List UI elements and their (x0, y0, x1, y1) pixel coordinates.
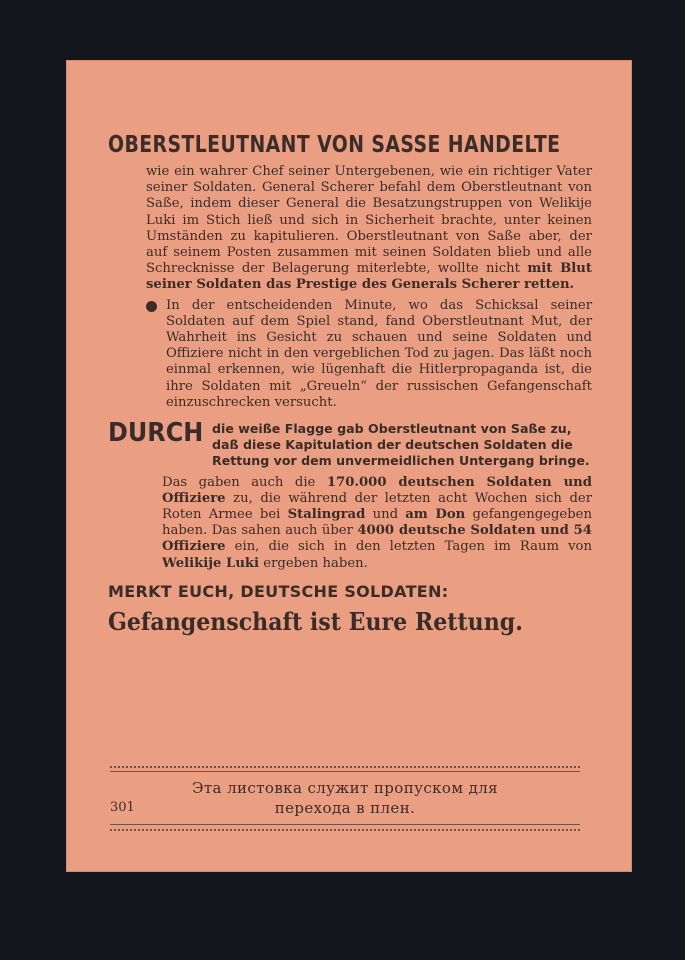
divider-bottom-dotted (110, 829, 580, 831)
durch-block (108, 418, 592, 470)
leaflet-content (108, 132, 592, 636)
russian-line-1: Эта листовка служит пропуском для (191, 779, 498, 797)
paragraph-sasse (108, 164, 592, 294)
bullet-icon (146, 301, 157, 312)
russian-pass-text (110, 778, 580, 818)
stalingrad-text-k: ergeben haben. (263, 555, 368, 571)
stalingrad-text-i: ein, die sich in den letzten Tagen im Raum von (234, 539, 592, 555)
stalingrad-text-e: und (372, 507, 399, 523)
stalingrad-text-a: Das gaben auch die (162, 474, 316, 490)
stalingrad-text-b: 170.000 deutschen Soldaten und Offiziere (162, 474, 592, 506)
stalingrad-text-c: zu, die während der letzten acht Wochen sich der Roten Armee bei (162, 490, 592, 523)
durch-heading: DURCH (108, 418, 204, 449)
paragraph-sasse-bold: mit Blut seiner Soldaten das Prestige des Generals Scherer retten. (146, 261, 592, 293)
durch-text: die weiße Flagge gab Oberstleutnant von Saße zu, daß diese Kapitulation der deutschen Soldaten die Rettung vor dem unvermeidlichen Untergang bringe. (212, 421, 590, 469)
paragraph-stalingrad (108, 475, 592, 572)
divider-top (110, 771, 580, 772)
slogan: Gefangenschaft ist Eure Rettung. (108, 606, 523, 636)
stalingrad-text-j: Welikije Luki (162, 555, 260, 571)
stalingrad-text-f: am Don (405, 507, 466, 523)
divider-bottom (110, 824, 580, 825)
paragraph-decision (108, 298, 592, 411)
leaflet-sheet (66, 60, 632, 872)
stalingrad-text-h: 4000 deutsche Soldaten und 54 Offiziere (162, 523, 592, 555)
russian-line-2: перехода в плен. (274, 799, 416, 817)
paragraph-sasse-text: wie ein wahrer Chef seiner Untergebenen, wie ein richtiger Vater seiner Soldaten. General Scherer befahl dem Oberstleutnant von Saße, indem dieser General die Besatzungstruppen von Welikije Luki im Stich ließ und sich in Sicherheit brachte, unter keinen Umständen zu kapitulieren. Oberstleutnant von Saße aber, der auf seinem Posten zusammen mit seinen Soldaten blieb und alle Schrecknisse der Belagerung miterlebte, wollte nicht (146, 164, 592, 277)
stalingrad-text-g: gefangengegeben haben. Das sahen auch über (162, 507, 592, 539)
merkt-heading: MERKT EUCH, DEUTSCHE SOLDATEN: (108, 581, 449, 601)
leaflet-title: OBERSTLEUTNANT VON SASSE HANDELTE (108, 132, 561, 158)
divider-top-dotted (110, 766, 580, 768)
stalingrad-text-d: Stalingrad (287, 507, 366, 523)
leaflet-code: 301 (110, 800, 135, 815)
paragraph-decision-text: In der entscheidenden Minute, wo das Schicksal seiner Soldaten auf dem Spiel stand, fand Oberstleutnant Mut, der Wahrheit ins Gesicht zu schauen und seine Soldaten und Offiziere nicht in den vergeblichen Tod zu jagen. Das läßt noch einmal erkennen, wie lügenhaft die Hitlerpropaganda ist, die ihre Soldaten mit „Greueln“ der russischen Gefangenschaft einzuschrecken versucht. (166, 297, 592, 410)
